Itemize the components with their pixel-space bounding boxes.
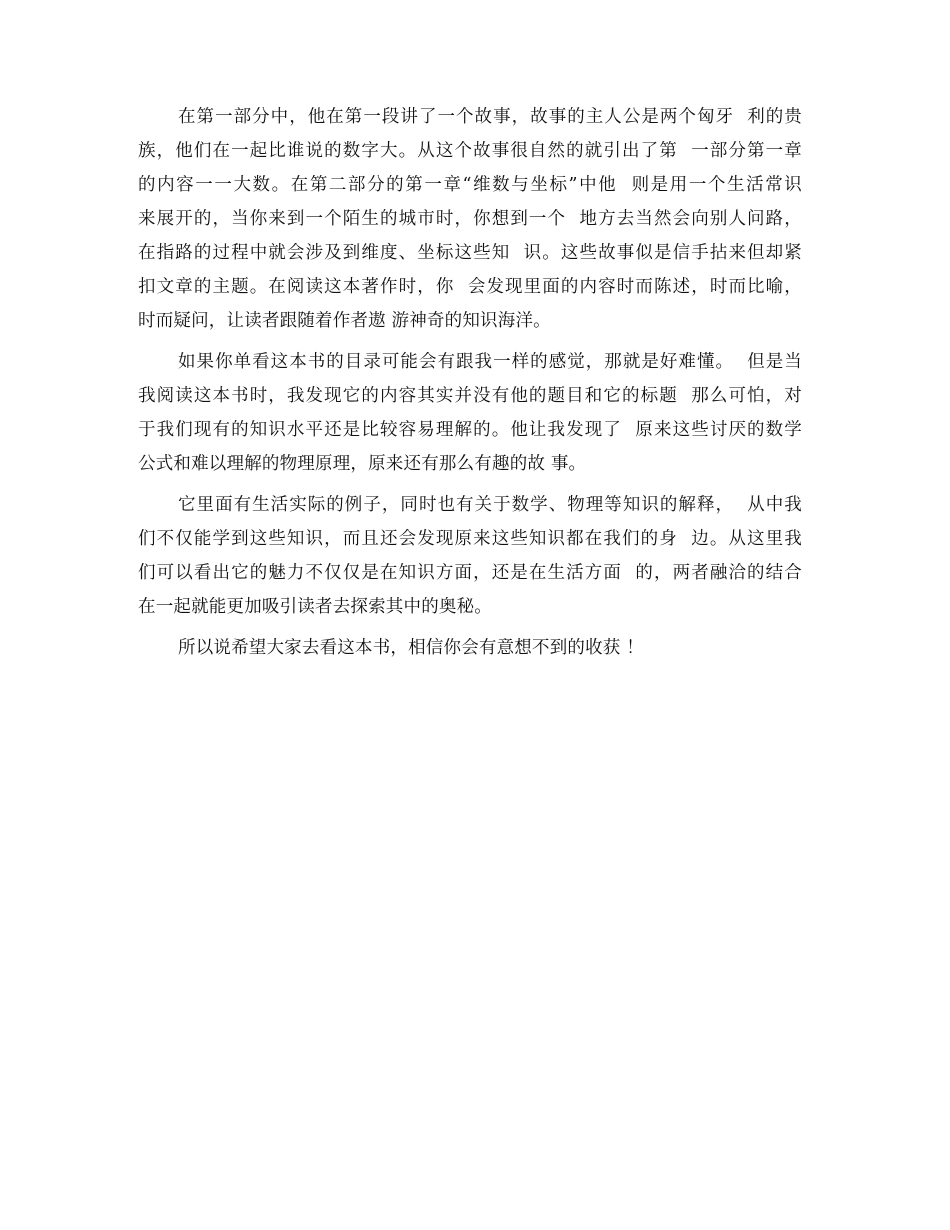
paragraph-line: 的内容一一大数。在第二部分的第一章“维数与坐标”中他 则是用一个生活常识: [138, 175, 802, 195]
paragraph-3: [138, 488, 802, 624]
paragraph-line: 如果你单看这本书的目录可能会有跟我一样的感觉，那就是好难懂。 但是当: [178, 352, 802, 372]
paragraph-line: 族，他们在一起比谁说的数字大。从这个故事很自然的就引出了第 一部分第一章: [138, 141, 802, 161]
paragraph-line: 在指路的过程中就会涉及到维度、坐标这些知 识。这些故事似是信手拈来但却紧: [138, 243, 802, 263]
paragraph-line: 我阅读这本书时，我发现它的内容其实并没有他的题目和它的标题 那么可怕，对: [138, 386, 802, 406]
paragraph-line: 来展开的，当你来到一个陌生的城市时，你想到一个 地方去当然会向别人问路，: [138, 209, 802, 229]
paragraph-line: 在一起就能更加吸引读者去探索其中的奥秘。: [138, 597, 492, 617]
paragraph-line: 于我们现有的知识水平还是比较容易理解的。他让我发现了 原来这些讨厌的数学: [138, 420, 802, 440]
paragraph-line: 扣文章的主题。在阅读这本著作时，你 会发现里面的内容时而陈述，时而比喻，: [138, 277, 802, 297]
paragraph-line: 所以说希望大家去看这本书，相信你会有意想不到的收获 ！: [178, 638, 644, 658]
document-body: [138, 100, 802, 672]
paragraph-line: 们不仅能学到这些知识，而且还会发现原来这些知识都在我们的身 边。从这里我: [138, 529, 802, 549]
paragraph-line: 时而疑问，让读者跟随着作者遨 游神奇的知识海洋。: [138, 311, 551, 331]
paragraph-2: [138, 345, 802, 481]
paragraph-line: 它里面有生活实际的例子，同时也有关于数学、物理等知识的解释， 从中我: [178, 495, 802, 515]
paragraph-line: 公式和难以理解的物理原理，原来还有那么有趣的故 事。: [138, 454, 587, 474]
paragraph-1: [138, 100, 802, 338]
paragraph-line: 在第一部分中，他在第一段讲了一个故事，故事的主人公是两个匈牙 利的贵: [178, 107, 802, 127]
paragraph-line: 们可以看出它的魅力不仅仅是在知识方面，还是在生活方面 的，两者融洽的结合: [138, 563, 802, 583]
paragraph-4: [138, 631, 802, 665]
